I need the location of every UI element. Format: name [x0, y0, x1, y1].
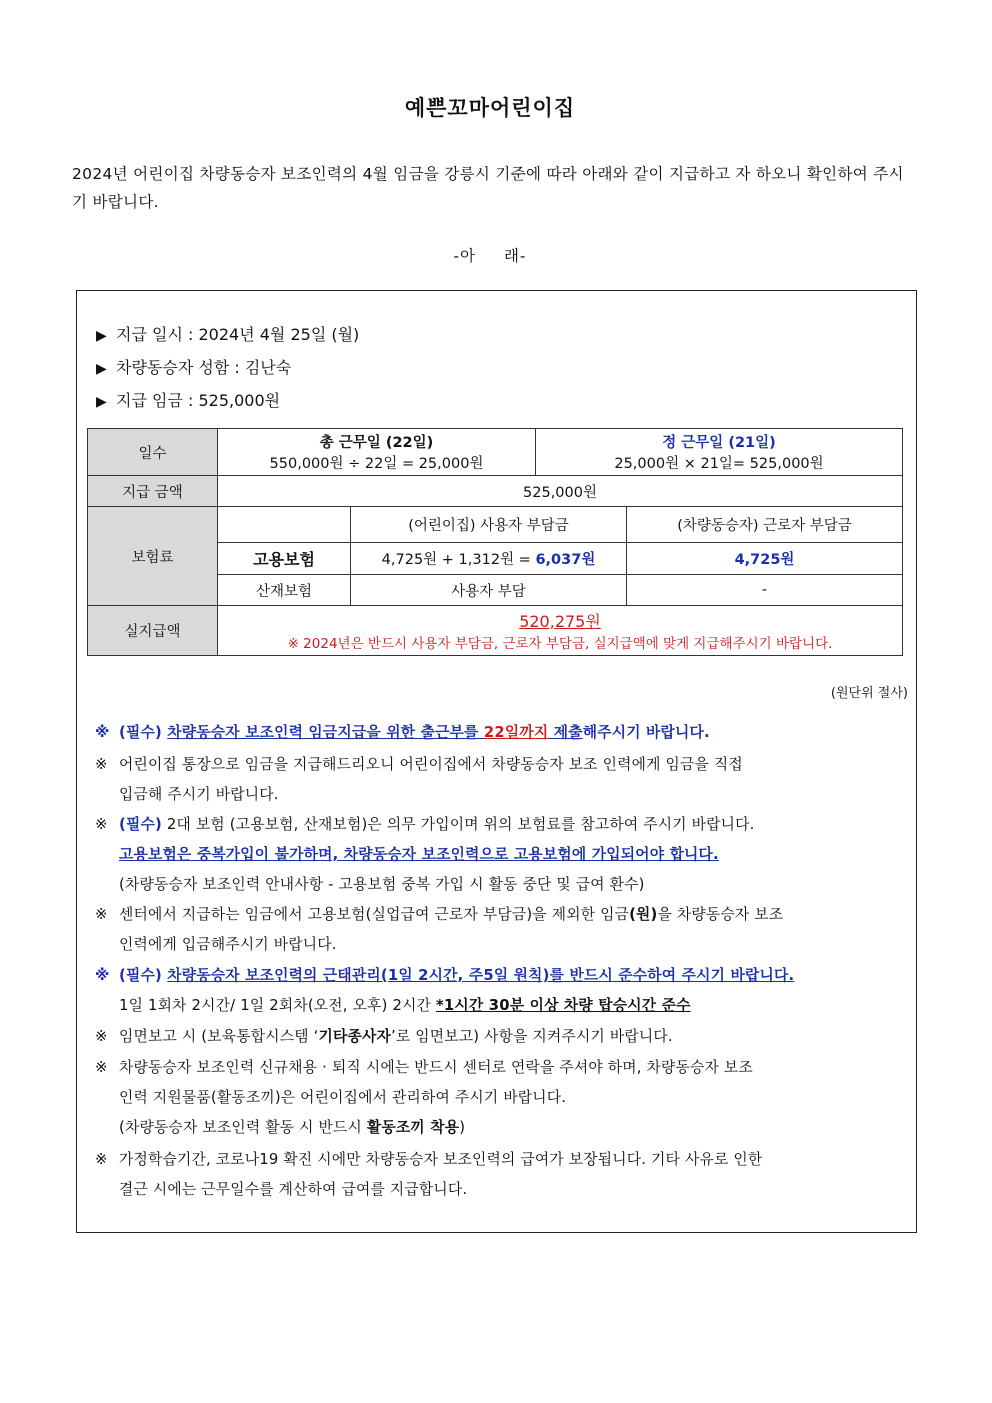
pay-value: 525,000원 — [218, 476, 903, 507]
document-title: 예쁜꼬마어린이집 — [404, 96, 576, 120]
industrial-insurance-employer: 사용자 부담 — [351, 575, 627, 606]
regular-days-cell: 정 근무일 (21일) 25,000원 × 21일= 525,000원 — [536, 429, 903, 476]
note-5: ※ (필수) 차량동승자 보조인력의 근태관리(1일 2시간, 주5일 원칙)를 반드시 준수하여 주시기 바랍니다. 1일 1회차 2시간/ 1일 2회차(오전, 오후) 2시간 *1시간 30분 이상 차량 탑승시간 준수 — [95, 967, 795, 1014]
note-6: ※ 임면보고 시 (보육통합시스템 ‘기타종사자’로 임면보고) 사항을 지켜주시기 바랍니다. — [95, 1028, 673, 1045]
triangle-bullet-icon: ▶ — [96, 328, 107, 344]
net-cell — [218, 606, 903, 656]
note-2: ※ 어린이집 통장으로 임금을 지급해드리오니 어린이집에서 차량동승자 보조 인력에게 임금을 직접 입금해 주시기 바랍니다. — [95, 756, 743, 803]
table-row-net — [88, 606, 903, 656]
employment-insurance-employer: 4,725원 + 1,312원 = 6,037원 — [351, 543, 627, 575]
pay-label: 지급 금액 — [88, 476, 218, 507]
net-value: 520,275원 — [519, 612, 601, 631]
info-worker-name: ▶ 차량동승자 성함 : 김난숙 — [96, 358, 292, 377]
employer-header: (어린이집) 사용자 부담금 — [351, 507, 627, 543]
section-heading: -아 래- — [453, 247, 527, 265]
note-7: ※ 차량동승자 보조인력 신규채용 · 퇴직 시에는 반드시 센터로 연락을 주셔야 하며, 차량동승자 보조 인력 지원물품(활동조끼)은 어린이집에서 관리하여 주시기 바랍니다. (차량동승자 보조인력 활동 시 반드시 활동조끼 착용) — [95, 1059, 753, 1136]
employee-header: (차량동승자) 근로자 부담금 — [627, 507, 903, 543]
total-days-cell: 총 근무일 (22일) 550,000원 ÷ 22일 = 25,000원 — [218, 429, 536, 476]
industrial-insurance-employee: - — [627, 575, 903, 606]
industrial-insurance-label: 산재보험 — [218, 575, 351, 606]
days-label: 일수 — [88, 429, 218, 476]
intro-paragraph: 2024년 어린이집 차량동승자 보조인력의 4월 임금을 강릉시 기준에 따라 아래와 같이 지급하고 자 하오니 확인하여 주시기 바랍니다. — [72, 165, 904, 211]
table-row-pay — [88, 476, 903, 507]
insurance-label: 보험료 — [88, 507, 218, 606]
triangle-bullet-icon: ▶ — [96, 361, 107, 377]
note-1: ※ (필수) 차량동승자 보조인력 임금지급을 위한 출근부를 22일까지 제출해주시기 바랍니다. — [95, 724, 710, 741]
employment-insurance-employee: 4,725원 — [627, 543, 903, 575]
info-payment-date: ▶ 지급 일시 : 2024년 4월 25일 (월) — [96, 325, 360, 344]
note-8: ※ 가정학습기간, 코로나19 확진 시에만 차량동승자 보조인력의 급여가 보장됩니다. 기타 사유로 인한 결근 시에는 근무일수를 계산하여 급여를 지급합니다. — [95, 1151, 763, 1198]
net-label: 실지급액 — [88, 606, 218, 656]
unit-note: (원단위 절사) — [830, 686, 908, 701]
note-3: ※ (필수) 2대 보험 (고용보험, 산재보험)은 의무 가입이며 위의 보험료를 참고하여 주시기 바랍니다. 고용보험은 중복가입이 불가하며, 차량동승자 보조인력으로 고용보험에 가입되어야 합니다. (차량동승자 보조인력 안내사항 - 고용보험 중복 가입 시 활동 중단 및 급여 환수) — [95, 816, 755, 893]
table-row-days — [88, 429, 903, 476]
employment-insurance-label: 고용보험 — [218, 543, 351, 575]
table-row-insurance-header — [88, 507, 903, 543]
net-note: ※ 2024년은 반드시 사용자 부담금, 근로자 부담금, 실지급액에 맞게 지급해주시기 바랍니다. — [287, 636, 833, 652]
payment-table — [87, 428, 903, 656]
empty-cell — [218, 507, 351, 543]
note-4: ※ 센터에서 지급하는 임금에서 고용보험(실업급여 근로자 부담금)을 제외한 임금(원)을 차량동승자 보조 인력에게 입금해주시기 바랍니다. — [95, 906, 784, 953]
info-payment-amount: ▶ 지급 임금 : 525,000원 — [96, 391, 281, 410]
triangle-bullet-icon: ▶ — [96, 394, 107, 410]
